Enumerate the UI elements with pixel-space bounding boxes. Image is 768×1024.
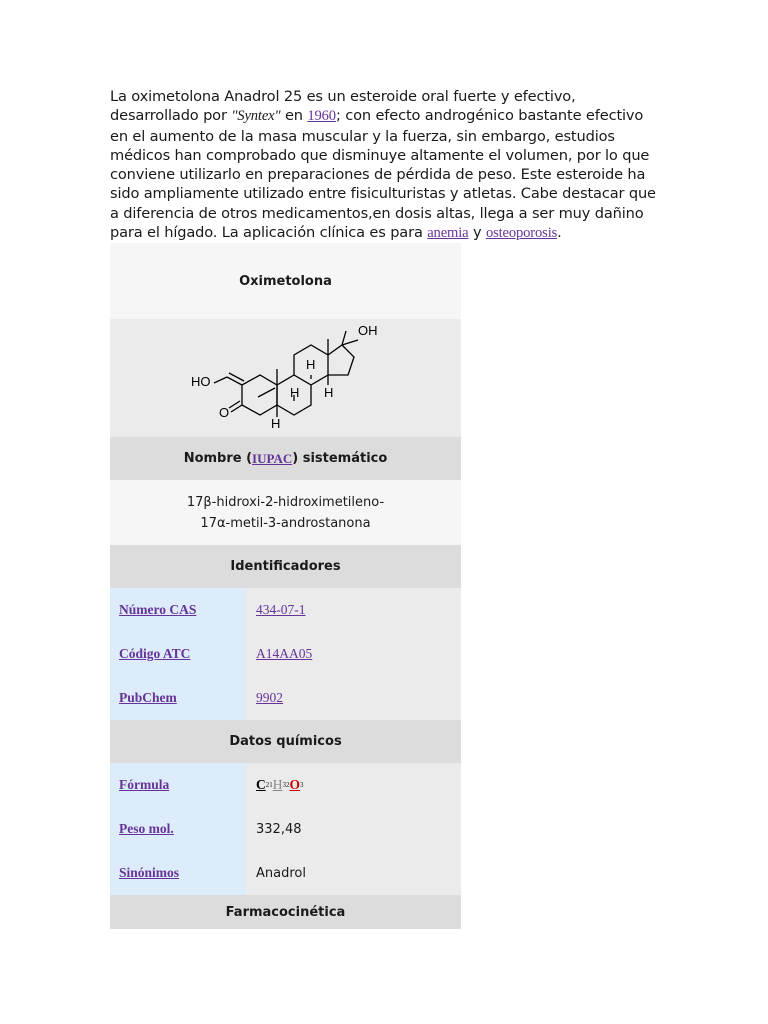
iupac-name-line-2: 17α-metil-3-androstanona <box>200 515 371 531</box>
h-label-2: H <box>290 385 300 400</box>
h-label-1: H <box>306 357 316 372</box>
chem-data-header: Datos químicos <box>110 720 461 763</box>
formula-hydrogen-count: 32 <box>282 781 290 789</box>
intro-text-3: ; con efecto androgénico bastante efectivo en el aumento de la masa muscular y la fuerza, sin embargo, estudios médicos han comprobado que disminuye altamente el volumen, por lo que conviene utilizarlo en preparaciones de pérdida de peso. Este esteroide ha sido ampliamente utilizado entre fisiculturistas y atletas. Cabe destacar que a diferencia de otros medicamentos,en dosis altas, llega a ser muy dañino para el hígado. La aplicación clínica es para <box>110 107 656 242</box>
o-label: O <box>219 405 230 420</box>
drug-infobox <box>110 243 461 929</box>
iupac-header <box>110 437 461 480</box>
mass-row <box>110 807 461 851</box>
intro-text-1: La oximetolona Anadrol 25 es un esteroide oral fuerte y efectivo, desarrollado por <box>110 88 576 125</box>
atc-key-cell <box>110 632 246 676</box>
synonyms-row <box>110 851 461 895</box>
osteoporosis-link[interactable]: osteoporosis <box>485 225 558 242</box>
iupac-header-pre: Nombre ( <box>183 451 253 466</box>
pharmacokinetics-header: Farmacocinética <box>110 895 461 929</box>
pubchem-row <box>110 676 461 720</box>
synonyms-key-link[interactable]: Sinónimos <box>119 865 180 880</box>
intro-text-4: y <box>468 224 486 242</box>
formula-carbon[interactable]: C <box>256 777 266 792</box>
pubchem-key-cell <box>110 676 246 720</box>
iupac-link[interactable]: IUPAC <box>252 450 293 466</box>
oh-label: OH <box>358 323 378 338</box>
identifiers-header: Identificadores <box>110 545 461 588</box>
cas-value-cell <box>246 588 461 632</box>
cas-value-link[interactable]: 434-07-1 <box>256 602 306 617</box>
pubchem-value-link[interactable]: 9902 <box>256 690 283 705</box>
pubchem-value-cell <box>246 676 461 720</box>
atc-row <box>110 632 461 676</box>
mass-key-cell <box>110 807 246 851</box>
ho-label: HO <box>191 374 211 389</box>
h-label-4: H <box>271 416 281 431</box>
h-label-3: H <box>324 385 334 400</box>
pubchem-key-link[interactable]: PubChem <box>119 690 177 705</box>
formula-key-link[interactable]: Fórmula <box>119 777 170 792</box>
atc-value-cell <box>246 632 461 676</box>
intro-paragraph <box>110 87 660 243</box>
syntex-text: "Syntex" <box>231 108 281 125</box>
mass-key-link[interactable]: Peso mol. <box>119 821 174 836</box>
structure-image-row <box>110 319 461 437</box>
intro-text-2: en <box>280 107 308 125</box>
infobox-title: Oximetolona <box>110 243 461 319</box>
formula-hydrogen[interactable]: H <box>272 777 283 792</box>
synonyms-key-cell <box>110 851 246 895</box>
atc-key-link[interactable]: Código ATC <box>119 646 191 661</box>
intro-text-5: . <box>557 224 562 242</box>
formula-carbon-count: 21 <box>265 781 273 789</box>
synonyms-value: Anadrol <box>246 851 461 895</box>
formula-key-cell <box>110 763 246 807</box>
cas-key-link[interactable]: Número CAS <box>119 602 197 617</box>
formula-value <box>246 763 461 807</box>
cas-key-cell <box>110 588 246 632</box>
formula-row <box>110 763 461 807</box>
anemia-link[interactable]: anemia <box>427 225 469 242</box>
iupac-header-post: ) sistemático <box>292 451 388 466</box>
atc-value-link[interactable]: A14AA05 <box>256 646 313 661</box>
mass-value: 332,48 <box>246 807 461 851</box>
formula-oxygen[interactable]: O <box>289 777 301 792</box>
year-1960-link[interactable]: 1960 <box>307 108 336 125</box>
iupac-name <box>110 480 461 545</box>
iupac-name-line-1: 17β-hidroxi-2-hidroximetileno- <box>186 494 385 510</box>
oxymetholone-structure <box>110 319 461 437</box>
formula-oxygen-count: 3 <box>300 781 304 789</box>
cas-row <box>110 588 461 632</box>
